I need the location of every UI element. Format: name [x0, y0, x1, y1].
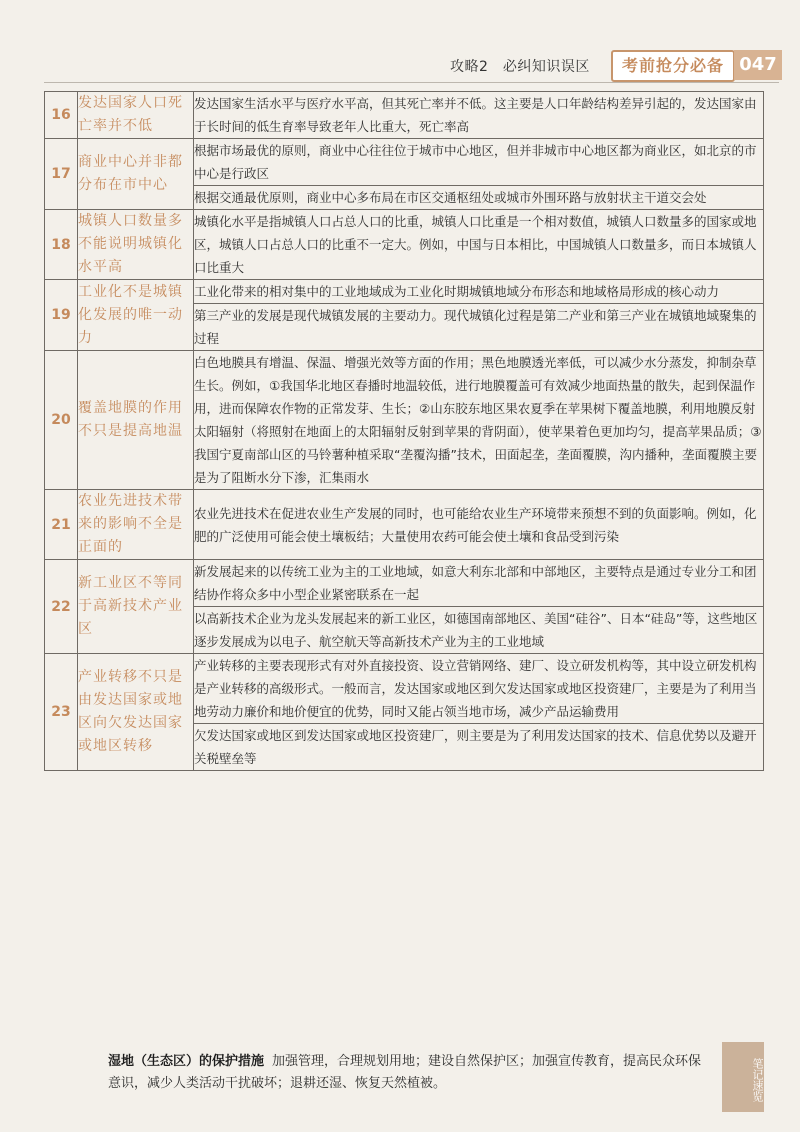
table-row [45, 139, 764, 186]
row-number: 21 [45, 490, 78, 560]
row-description: 根据市场最优的原则，商业中心往往位于城市中心地区，但并非城市中心地区都为商业区，如北京的市中心是行政区 [194, 139, 764, 186]
page-number: 047 [734, 50, 782, 80]
header-divider [44, 82, 779, 83]
row-description: 白色地膜具有增温、保温、增强光效等方面的作用；黑色地膜透光率低，可以减少水分蒸发，抑制杂草生长。例如，①我国华北地区春播时地温较低，进行地膜覆盖可有效减少地面热量的散失，起到保温作用，进而保障农作物的正常发芽、生长；②山东胶东地区果农夏季在苹果树下覆盖地膜，利用地膜反射太阳辐射（将照射在地面上的太阳辐射反射到苹果的背阴面），使苹果着色更加均匀，提高苹果品质；③我国宁夏南部山区的马铃薯种植采取“垄覆沟播”技术，田面起垄，垄面覆膜，沟内播种，垄面覆膜主要是为了阻断水分下渗，汇集雨水 [194, 351, 764, 490]
table-row [45, 654, 764, 724]
row-topic: 工业化不是城镇化发展的唯一动力 [78, 280, 194, 351]
row-topic: 覆盖地膜的作用不只是提高地温 [78, 351, 194, 490]
table-row [45, 210, 764, 280]
section-title: 攻略2 必纠知识误区 [450, 59, 590, 75]
row-topic: 商业中心并非都分布在市中心 [78, 139, 194, 210]
table-row [45, 92, 764, 139]
row-number: 17 [45, 139, 78, 210]
row-number: 18 [45, 210, 78, 280]
row-description: 根据交通最优原则，商业中心多布局在市区交通枢纽处或城市外围环路与放射状主干道交会处 [194, 186, 764, 210]
row-description: 欠发达国家或地区到发达国家或地区投资建厂，则主要是为了利用发达国家的技术、信息优势以及避开关税壁垒等 [194, 724, 764, 771]
misconception-table [44, 91, 764, 771]
footer-text: 加强管理，合理规划用地；建设自然保护区；加强宣传教育，提高民众环保意识，减少人类活动干扰破坏；退耕还湿、恢复天然植被。 [108, 1054, 702, 1091]
table-row [45, 490, 764, 560]
row-description: 发达国家生活水平与医疗水平高，但其死亡率并不低。这主要是人口年龄结构差异引起的，发达国家由于长时间的低生育率导致老年人比重大，死亡率高 [194, 92, 764, 139]
table-row [45, 280, 764, 304]
row-topic: 产业转移不只是由发达国家或地区向欠发达国家或地区转移 [78, 654, 194, 771]
row-description: 产业转移的主要表现形式有对外直接投资、设立营销网络、建厂、设立研发机构等，其中设立研发机构是产业转移的高级形式。一般而言，发达国家或地区到欠发达国家或地区投资建厂，主要是为了利用当地劳动力廉价和地价便宜的优势，同时又能占领当地市场，减少产品运输费用 [194, 654, 764, 724]
row-topic: 新工业区不等同于高新技术产业区 [78, 560, 194, 654]
footer-label: 湿地（生态区）的保护措施 [108, 1054, 265, 1069]
row-description: 农业先进技术在促进农业生产发展的同时，也可能给农业生产环境带来预想不到的负面影响。例如，化肥的广泛使用可能会使土壤板结；大量使用农药可能会使土壤和食品受到污染 [194, 490, 764, 560]
row-description: 新发展起来的以传统工业为主的工业地域，如意大利东北部和中部地区，主要特点是通过专业分工和团结协作将众多中小型企业紧密联系在一起 [194, 560, 764, 607]
row-description: 城镇化水平是指城镇人口占总人口的比重，城镇人口比重是一个相对数值，城镇人口数量多的国家或地区，城镇人口占总人口的比重不一定大。例如，中国与日本相比，中国城镇人口数量多，而日本城镇人口比重大 [194, 210, 764, 280]
table-row [45, 351, 764, 490]
series-badge: 考前抢分必备 [611, 50, 735, 82]
row-description: 以高新技术企业为龙头发展起来的新工业区，如德国南部地区、美国“硅谷”、日本“硅岛”等，这些地区逐步发展成为以电子、航空航天等高新技术产业为主的工业地域 [194, 607, 764, 654]
row-topic: 发达国家人口死亡率并不低 [78, 92, 194, 139]
page-header [0, 50, 800, 82]
row-topic: 农业先进技术带来的影响不全是正面的 [78, 490, 194, 560]
row-topic: 城镇人口数量多不能说明城镇化水平高 [78, 210, 194, 280]
row-number: 19 [45, 280, 78, 351]
table-row [45, 560, 764, 607]
row-number: 20 [45, 351, 78, 490]
row-description: 第三产业的发展是现代城镇发展的主要动力。现代城镇化过程是第二产业和第三产业在城镇地域聚集的过程 [194, 304, 764, 351]
row-number: 23 [45, 654, 78, 771]
row-number: 22 [45, 560, 78, 654]
notes-tab: 笔记速览 [722, 1042, 764, 1112]
row-number: 16 [45, 92, 78, 139]
footer-note [108, 1051, 708, 1095]
row-description: 工业化带来的相对集中的工业地域成为工业化时期城镇地域分布形态和地域格局形成的核心动力 [194, 280, 764, 304]
